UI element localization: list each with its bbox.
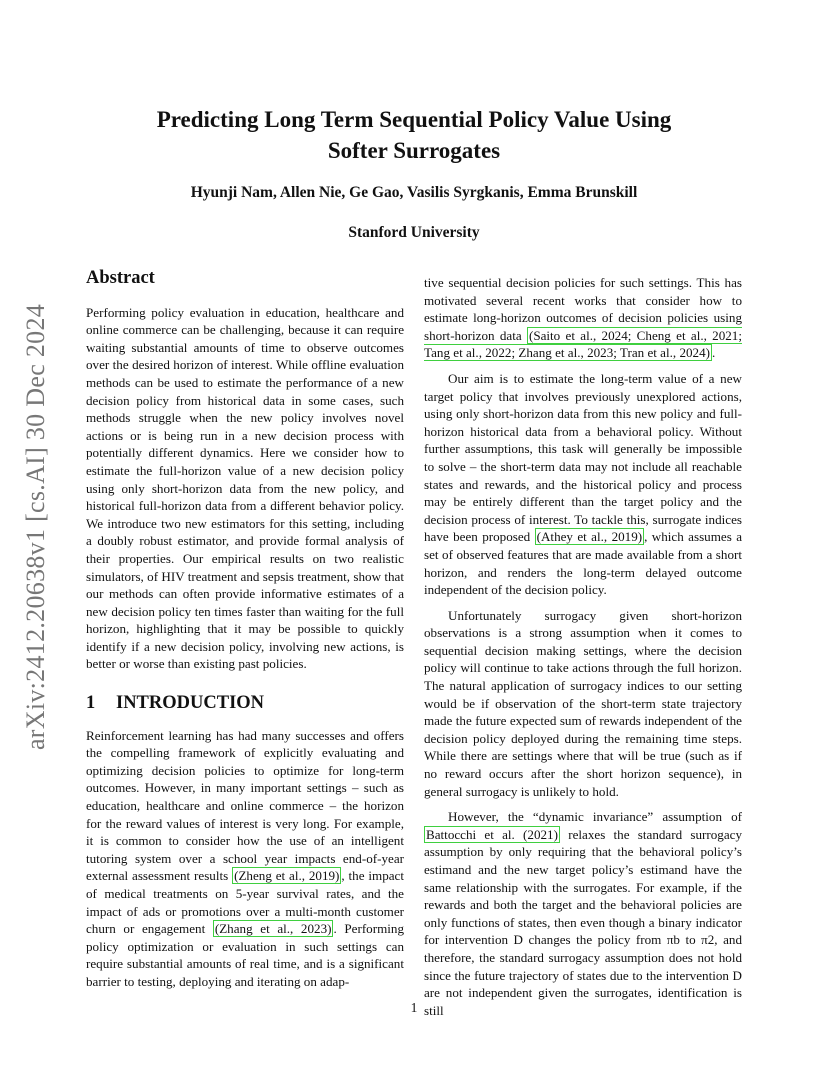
title-line-1: Predicting Long Term Sequential Policy Value Using [156, 107, 672, 132]
section-number: 1 [86, 693, 96, 714]
right-text-1b: . [712, 345, 716, 361]
right-text-1a: tive sequential decision policies for such settings. This has motivated several recent works that consider how to estimate long-horizon outcomes of decision policies using short-horizon data [424, 275, 742, 343]
abstract-text: Performing policy evaluation in education, healthcare and online commerce can be challenging, because it can require waiting substantial amounts of time to observe outcomes over the desired horizon of interest. While offline evaluation methods can be used to estimate the performance of a new decision policy from historical data in some cases, such methods struggle when the new policy involves novel actions or is being run in a new decision process with potentially different dynamics. Here we consider how to estimate the full-horizon value of a new decision policy using only short-horizon data from the new policy, and historical full-horizon data from a different behavior policy. We introduce two new estimators for this setting, including a doubly robust estimator, and provide formal analysis of their properties. Our empirical results on two realistic simulators, of HIV treatment and sepsis treatment, show that our methods can often provide informative estimates of a new decision policy ten times faster than waiting for the full horizon, highlighting that it may be possible to quickly identify if a new decision policy, involving new actions, is better or worse than existing past policies. [86, 304, 404, 672]
intro-text-c: . Performing policy optimization or evaluation in such settings can require substantial amounts of real time, and is a significant barrier to testing, deploying and iterating on adap- [86, 921, 405, 989]
right-column [424, 274, 742, 1027]
citation-link-zheng[interactable]: (Zheng et al., 2019) [234, 868, 340, 884]
section-title: INTRODUCTION [116, 693, 265, 714]
intro-paragraph-1 [86, 727, 404, 991]
right-paragraph-4 [424, 808, 742, 1019]
affiliation: Stanford University [348, 224, 480, 241]
citation-link-battocchi[interactable]: Battocchi et al. (2021) [426, 826, 558, 842]
right-text-4a: However, the “dynamic invariance” assumption of [448, 809, 742, 825]
left-column [86, 270, 404, 999]
right-text-4b: relaxes the standard surrogacy assumption by only requiring that the behavioral policy’s estimand and the new target policy’s estimand have the same relationship with the surrogates. For example, if the rewards and both the target and the behavioral policies are only functions of states, then even though a binary indicator for intervention D changes the policy from πb to π2, and therefore, the standard surrogacy assumption does not hold since the future trajectory of states due to the intervention D are not independent given the surrogates, identification is still [424, 826, 743, 1018]
title-line-2: Softer Surrogates [327, 138, 501, 163]
arxiv-id-text: arXiv:2412.20638v1 [cs.AI] 30 Dec 2024 [21, 303, 50, 751]
intro-text-b: , the impact of medical treatments on 5-year survival rates, and the impact of ads or promotions over a multi-month customer churn or engagement [86, 868, 405, 937]
right-text-2b: , which assumes a set of observed features that are made available from a short horizon, and renders the long-term delayed outcome independent of the decision policy. [424, 529, 743, 598]
abstract-heading: Abstract [86, 268, 155, 288]
citation-link-athey[interactable]: (Athey et al., 2019) [536, 529, 643, 545]
citation-link-group[interactable]: (Saito et al., 2024; Cheng et al., 2021; Tang et al., 2022; Zhang et al., 2023; Tran et al., 2024) [424, 327, 742, 361]
right-paragraph-1 [424, 274, 742, 362]
page-number: 1 [410, 1000, 418, 1015]
right-text-2a: Our aim is to estimate the long-term value of a new target policy that involves previously unexplored actions, using only short-horizon data from this new policy and full-horizon historical data from a behavioral policy. Without further assumptions, this task will generally be impossible to solve – the short-term data may not include all reachable states and rewards, and the historical policy and process may be entirely different than the target policy and the decision process of interest. To tackle this, surrogate indices have been proposed [424, 370, 742, 545]
right-paragraph-3: Unfortunately surrogacy given short-horizon observations is a strong assumption when it comes to sequential decision making settings, where the decision policy will continue to take actions through the full horizon. The natural application of surrogacy indices to our setting would be if observation of the short-term state trajectory made the future expected sum of rewards independent of the decision policy deployed during the remaining time steps. While there are settings where that will be true (such as if no reward occurs after the short horizon sequence), in general surrogacy is unlikely to hold. [424, 607, 742, 799]
citation-link-zhang[interactable]: (Zhang et al., 2023) [214, 921, 332, 937]
arxiv-sidebar-stamp [14, 292, 58, 762]
right-paragraph-2 [424, 370, 742, 599]
intro-text-a: Reinforcement learning has had many successes and offers the compelling framework of explicitly evaluating and optimizing decision policies to optimize for long-term outcomes. However, in many important settings – such as education, healthcare and online commerce – the horizon for the reward values of interest is very long. For example, it is common to consider how the use of an intelligent tutoring system over a school year impacts end-of-year external assessment results [86, 727, 404, 884]
section-heading-introduction [86, 695, 404, 713]
paper-title [80, 104, 748, 166]
author-list: Hyunji Nam, Allen Nie, Ge Gao, Vasilis Syrgkanis, Emma Brunskill [190, 184, 638, 201]
